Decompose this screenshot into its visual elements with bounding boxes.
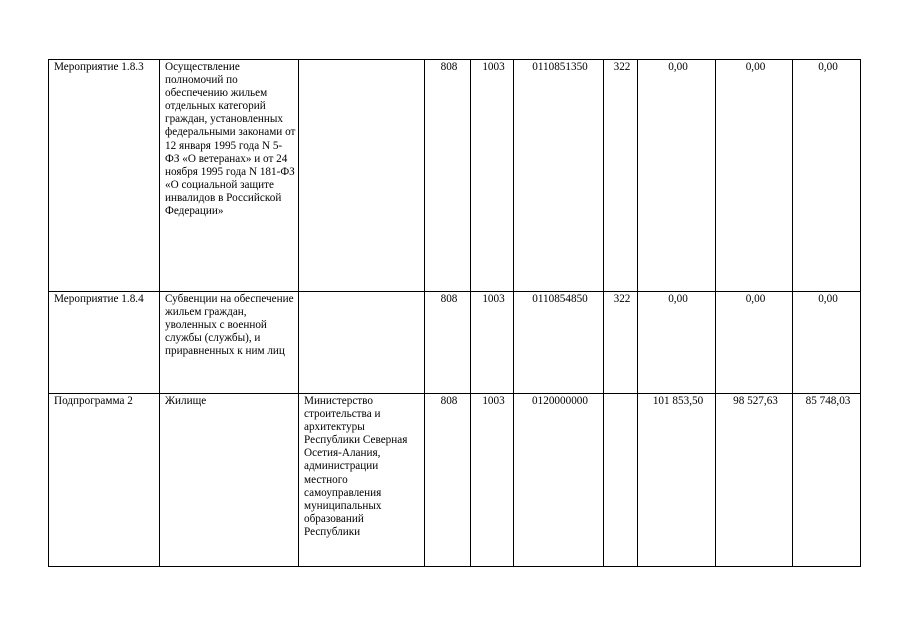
row-name: Жилище (160, 394, 299, 567)
row-csr: 0110851350 (514, 60, 604, 292)
row-rzpr: 1003 (471, 60, 514, 292)
row-executor (299, 292, 425, 394)
row-value-2: 98 527,63 (716, 394, 793, 567)
row-executor (299, 60, 425, 292)
row-name: Осуществление полномочий по обеспечению жильем отдельных категорий граждан, установленных федеральными законами от 12 января 1995 года N 5-ФЗ «О ветеранах» и от 24 ноября 1995 года N 181-ФЗ «О социальной защите инвалидов в Российской Федерации» (160, 60, 299, 292)
row-csr: 0120000000 (514, 394, 604, 567)
row-value-3: 0,00 (793, 60, 861, 292)
row-value-2: 0,00 (716, 292, 793, 394)
row-grbs: 808 (425, 292, 471, 394)
row-value-1: 0,00 (638, 292, 716, 394)
row-vr (604, 394, 638, 567)
row-label: Подпрограмма 2 (49, 394, 160, 567)
row-rzpr: 1003 (471, 394, 514, 567)
row-value-3: 85 748,03 (793, 394, 861, 567)
row-executor: Министерство строительства и архитектуры Республики Северная Осетия-Алания, администрации местного самоуправления муниципальных образований Республики (299, 394, 425, 567)
row-vr: 322 (604, 60, 638, 292)
program-budget-table (48, 59, 861, 567)
row-grbs: 808 (425, 60, 471, 292)
row-label: Мероприятие 1.8.3 (49, 60, 160, 292)
row-name: Субвенции на обеспечение жильем граждан, уволенных с военной службы (службы), и приравненных к ним лиц (160, 292, 299, 394)
row-vr: 322 (604, 292, 638, 394)
row-value-2: 0,00 (716, 60, 793, 292)
row-label: Мероприятие 1.8.4 (49, 292, 160, 394)
row-rzpr: 1003 (471, 292, 514, 394)
table-row (49, 394, 861, 567)
row-csr: 0110854850 (514, 292, 604, 394)
row-grbs: 808 (425, 394, 471, 567)
row-value-1: 0,00 (638, 60, 716, 292)
row-value-1: 101 853,50 (638, 394, 716, 567)
table-row (49, 292, 861, 394)
row-value-3: 0,00 (793, 292, 861, 394)
table-row (49, 60, 861, 292)
